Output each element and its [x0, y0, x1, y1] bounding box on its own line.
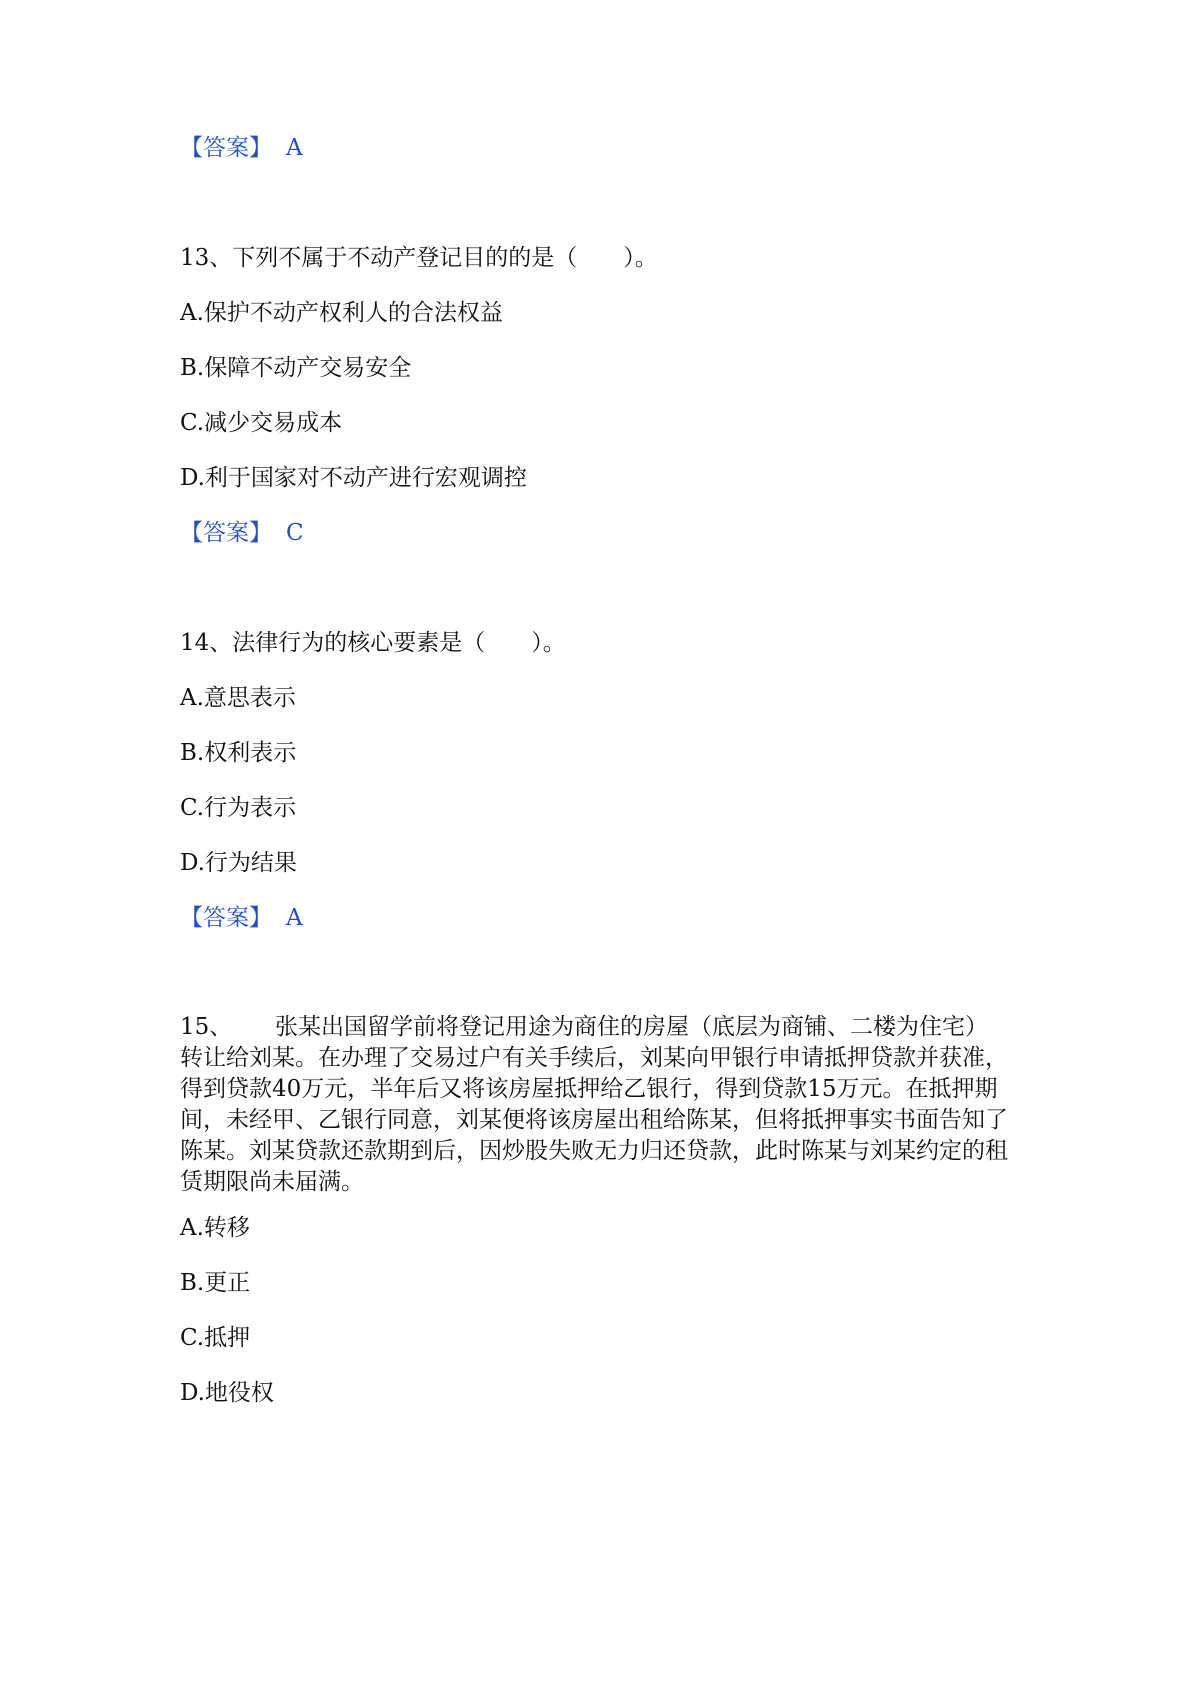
question-13-option-c: C.减少交易成本	[180, 410, 343, 436]
question-15-text: 张某出国留学前将登记用途为商住的房屋（底层为商铺、二楼为住宅）转让给刘某。在办理了交易过户有关手续后，刘某向甲银行申请抵押贷款并获准，得到贷款40万元，半年后又将该房屋抵押给乙银行，得到贷款15万元。在抵押期间，未经甲、乙银行同意，刘某便将该房屋出租给陈某，但将抵押事实书面告知了陈某。刘某贷款还款期到后，因炒股失败无力归还贷款，此时陈某与刘某约定的租赁期限尚未届满。	[180, 1014, 1008, 1195]
question-14-option-d: D.行为结果	[180, 850, 297, 876]
answer-value: A	[286, 905, 303, 931]
question-14-option-b: B.权利表示	[180, 740, 297, 766]
question-14-stem: 14、法律行为的核心要素是（ ）。	[180, 630, 566, 656]
question-15-stem	[180, 1012, 1010, 1198]
question-15-option-d: D.地役权	[180, 1380, 274, 1406]
answer-value: C	[286, 520, 304, 546]
question-15-option-c: C.抵押	[180, 1325, 251, 1351]
question-13-option-b: B.保障不动产交易安全	[180, 355, 412, 381]
answer-q14	[180, 903, 303, 933]
question-13-option-d: D.利于国家对不动产进行宏观调控	[180, 465, 527, 491]
question-15-number: 15、	[180, 1014, 233, 1040]
answer-label: 【答案】	[180, 520, 272, 546]
question-14-option-c: C.行为表示	[180, 795, 297, 821]
answer-value: A	[286, 135, 303, 161]
question-13-option-a: A.保护不动产权利人的合法权益	[180, 300, 503, 326]
answer-label: 【答案】	[180, 135, 272, 161]
question-15-option-b: B.更正	[180, 1270, 251, 1296]
answer-q13	[180, 518, 304, 548]
answer-label: 【答案】	[180, 905, 272, 931]
question-15-option-a: A.转移	[180, 1215, 250, 1241]
answer-q12	[180, 133, 303, 163]
question-13-stem: 13、下列不属于不动产登记目的的是（ ）。	[180, 245, 658, 271]
question-14-option-a: A.意思表示	[180, 685, 296, 711]
